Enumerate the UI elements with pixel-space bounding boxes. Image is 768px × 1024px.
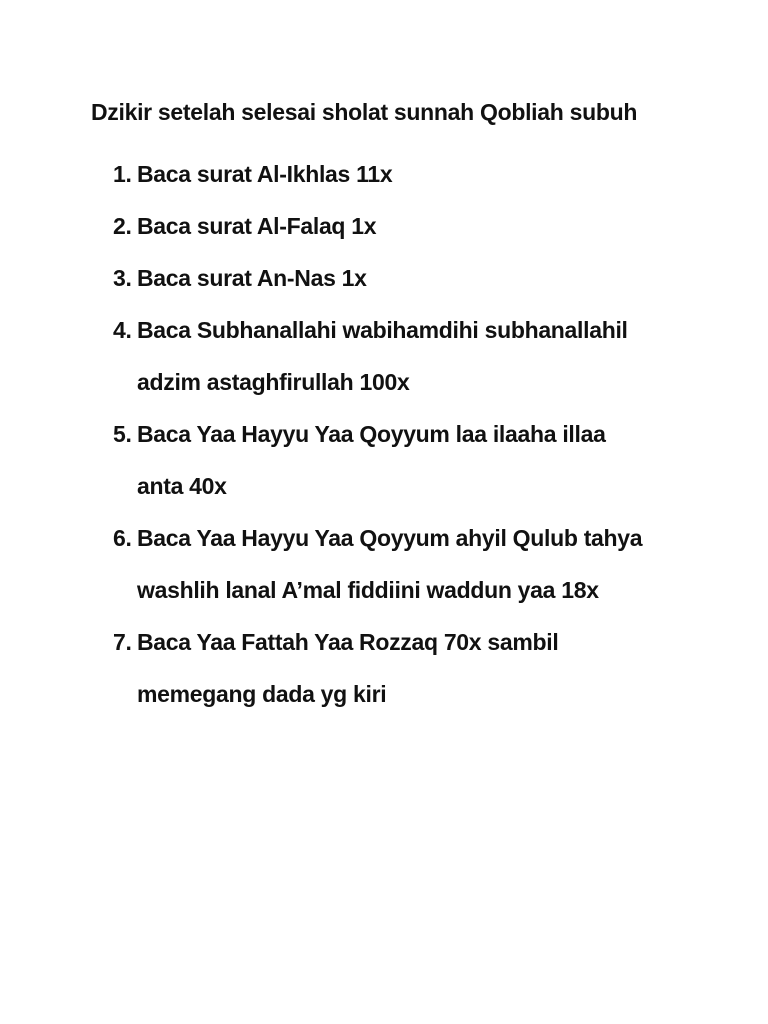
list-item-text: Baca surat Al-Ikhlas 11x bbox=[137, 161, 393, 187]
list-item-number: 7. bbox=[113, 629, 132, 655]
list-item-text: Baca Yaa Hayyu Yaa Qoyyum laa ilaaha illaa bbox=[137, 421, 606, 447]
list-item bbox=[0, 304, 642, 408]
list-item-number: 3. bbox=[113, 265, 132, 291]
list-item bbox=[0, 200, 642, 252]
list-item-number: 5. bbox=[113, 421, 132, 447]
list-item-text: Baca Yaa Hayyu Yaa Qoyyum ahyil Qulub tahya bbox=[137, 525, 643, 551]
dzikir-list bbox=[0, 148, 642, 720]
list-item-text-continuation: anta 40x bbox=[137, 473, 227, 499]
document-title: Dzikir setelah selesai sholat sunnah Qobliah subuh bbox=[91, 99, 638, 125]
list-item bbox=[0, 408, 642, 512]
list-item bbox=[0, 252, 642, 304]
list-item-number: 1. bbox=[113, 161, 132, 187]
list-item-text: Baca Yaa Fattah Yaa Rozzaq 70x sambil bbox=[137, 629, 559, 655]
list-item-text: Baca surat Al-Falaq 1x bbox=[137, 213, 377, 239]
list-item-text-continuation: washlih lanal A’mal fiddiini waddun yaa 18x bbox=[137, 577, 599, 603]
list-item-number: 6. bbox=[113, 525, 132, 551]
list-item-text-continuation: memegang dada yg kiri bbox=[137, 681, 387, 707]
list-item-text-continuation: adzim astaghfirullah 100x bbox=[137, 369, 410, 395]
list-item bbox=[0, 616, 642, 720]
list-item-number: 4. bbox=[113, 317, 132, 343]
list-item bbox=[0, 148, 642, 200]
list-item-text: Baca surat An-Nas 1x bbox=[137, 265, 367, 291]
list-item-number: 2. bbox=[113, 213, 132, 239]
list-item-text: Baca Subhanallahi wabihamdihi subhanallahil bbox=[137, 317, 628, 343]
list-item bbox=[0, 512, 642, 616]
